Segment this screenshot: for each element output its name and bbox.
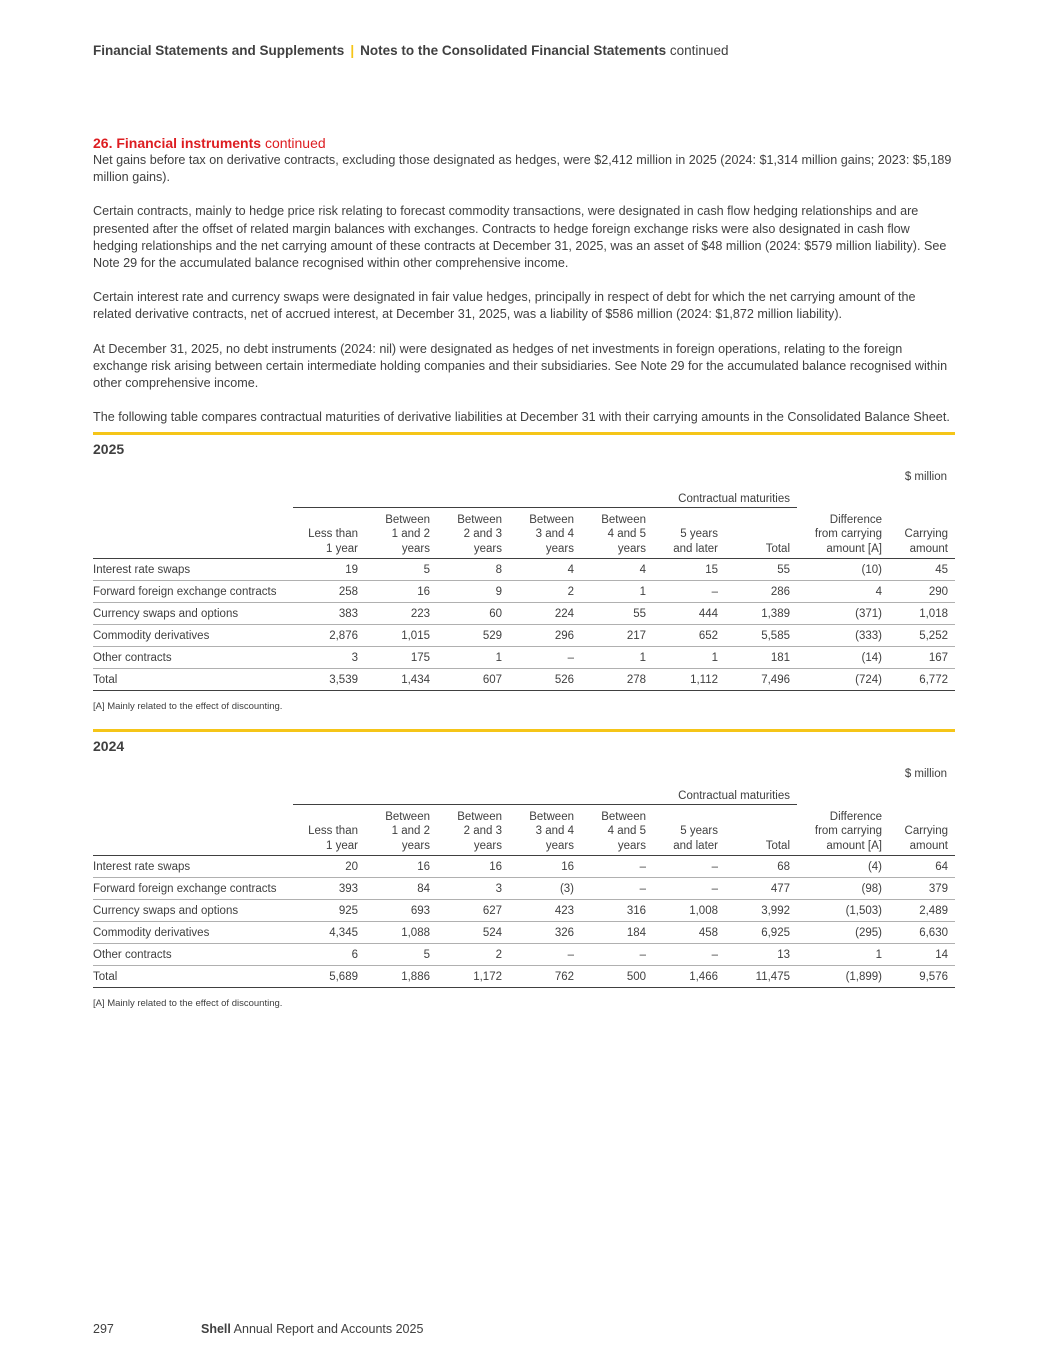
table-row [93, 559, 955, 581]
table-cell: 16 [437, 856, 509, 878]
table-cell: 379 [889, 878, 955, 900]
row-label: Interest rate swaps [93, 856, 293, 878]
table-cell: 477 [725, 878, 797, 900]
table-cell: 529 [437, 625, 509, 647]
table-cell: 184 [581, 922, 653, 944]
column-header: Less than 1 year [293, 805, 365, 856]
group-header-spacer [797, 487, 955, 508]
table-cell: (4) [797, 856, 889, 878]
table-cell: 458 [653, 922, 725, 944]
table-cell: 2 [509, 581, 581, 603]
table-cell: 4,345 [293, 922, 365, 944]
table-cell: 326 [509, 922, 581, 944]
table-cell: 1,172 [437, 966, 509, 988]
table-cell: 290 [889, 581, 955, 603]
table-cell: 278 [581, 669, 653, 691]
group-header-contractual-maturities: Contractual maturities [293, 487, 797, 508]
table-cell: (371) [797, 603, 889, 625]
table-cell: 16 [365, 856, 437, 878]
table-cell: 2 [437, 944, 509, 966]
table-cell: 3 [293, 647, 365, 669]
table-cell: 13 [725, 944, 797, 966]
table-cell: 167 [889, 647, 955, 669]
table-cell: 5 [365, 944, 437, 966]
column-header: Carrying amount [889, 805, 955, 856]
table-cell: 1,389 [725, 603, 797, 625]
table-cell: 60 [437, 603, 509, 625]
table-cell: 8 [437, 559, 509, 581]
table-cell: 652 [653, 625, 725, 647]
table-block-2024 [93, 729, 955, 1020]
table-cell: 1 [797, 944, 889, 966]
table-year-title: 2024 [93, 738, 125, 755]
table-cell: 4 [797, 581, 889, 603]
column-header: Between 4 and 5 years [581, 508, 653, 559]
table-cell: 1,088 [365, 922, 437, 944]
table-unit: $ million [904, 768, 947, 781]
table-cell: 526 [509, 669, 581, 691]
column-header: Carrying amount [889, 508, 955, 559]
column-header: Between 4 and 5 years [581, 805, 653, 856]
table-cell: 6 [293, 944, 365, 966]
column-header-blank [93, 508, 293, 559]
column-header: 5 years and later [653, 805, 725, 856]
paragraph-table-intro: The following table compares contractual maturities of derivative liabilities at December 31 with their carrying amounts in the Consolidated Balance Sheet. [93, 410, 950, 425]
table-total-row [93, 669, 955, 691]
column-header-blank [93, 805, 293, 856]
table-cell: 1,886 [365, 966, 437, 988]
table-cell: (14) [797, 647, 889, 669]
row-label: Total [93, 669, 293, 691]
table-cell: 3 [437, 878, 509, 900]
table-cell: 6,925 [725, 922, 797, 944]
table-cell: 423 [509, 900, 581, 922]
column-header: Between 3 and 4 years [509, 805, 581, 856]
table-cell: 258 [293, 581, 365, 603]
header-separator: | [350, 43, 355, 58]
maturity-table [93, 487, 955, 691]
column-header: Between 1 and 2 years [365, 805, 437, 856]
table-cell: 1 [581, 581, 653, 603]
footer-publication: Annual Report and Accounts 2025 [233, 1322, 424, 1336]
table-cell: – [509, 944, 581, 966]
header-subsection: Notes to the Consolidated Financial Statements [360, 43, 667, 58]
row-label: Interest rate swaps [93, 559, 293, 581]
table-cell: 20 [293, 856, 365, 878]
column-header: 5 years and later [653, 508, 725, 559]
table-cell: 15 [653, 559, 725, 581]
table-cell: 607 [437, 669, 509, 691]
table-cell: 2,876 [293, 625, 365, 647]
table-cell: 175 [365, 647, 437, 669]
table-row [93, 856, 955, 878]
table-cell: 296 [509, 625, 581, 647]
table-cell: 627 [437, 900, 509, 922]
table-cell: – [509, 647, 581, 669]
table-cell: (3) [509, 878, 581, 900]
group-header-blank [93, 784, 293, 805]
table-cell: 16 [365, 581, 437, 603]
header-section: Financial Statements and Supplements [93, 43, 345, 58]
table-cell: 3,539 [293, 669, 365, 691]
row-label: Commodity derivatives [93, 922, 293, 944]
table-cell: (724) [797, 669, 889, 691]
row-label: Commodity derivatives [93, 625, 293, 647]
table-cell: 9 [437, 581, 509, 603]
row-label: Currency swaps and options [93, 603, 293, 625]
table-cell: 286 [725, 581, 797, 603]
table-cell: – [581, 944, 653, 966]
table-cell: 444 [653, 603, 725, 625]
column-header: Less than 1 year [293, 508, 365, 559]
row-label: Forward foreign exchange contracts [93, 581, 293, 603]
table-cell: 16 [509, 856, 581, 878]
column-header: Difference from carrying amount [A] [797, 508, 889, 559]
table-cell: 1 [653, 647, 725, 669]
table-cell: 925 [293, 900, 365, 922]
paragraph-fair-value-hedges: Certain interest rate and currency swaps were designated in fair value hedges, principally in respect of debt for which the net carrying amount of the related derivative contracts, net of accrued interest, at December 31, 2025, was a liability of $586 million (2024: $1,872 million liability). [93, 290, 916, 322]
table-cell: 316 [581, 900, 653, 922]
paragraph-cash-flow-hedges: Certain contracts, mainly to hedge price risk relating to forecast commodity transactions, were designated in cash flow hedging relationships and are presented after the offset of related margin balances with exchanges. Contracts to hedge foreign exchange risks were also designated in cash flow hedging relationships and the net carrying amount of these contracts at December 31, 2025, was an asset of $48 million (2024: $579 million liability). See Note 29 for the accumulated balance recognised within other comprehensive income. [93, 204, 947, 271]
table-cell: 5,689 [293, 966, 365, 988]
table-footnote: [A] Mainly related to the effect of discounting. [93, 701, 283, 713]
table-row [93, 944, 955, 966]
table-cell: (295) [797, 922, 889, 944]
group-header-blank [93, 487, 293, 508]
table-row [93, 878, 955, 900]
group-header-contractual-maturities: Contractual maturities [293, 784, 797, 805]
paragraph-net-investment-hedges: At December 31, 2025, no debt instruments (2024: nil) were designated as hedges of net investments in foreign operations, relating to the foreign exchange risk arising between certain intermediate holding companies and their subsidiaries. See Note 29 for the accumulated balance recognised within other comprehensive income. [93, 341, 948, 391]
group-header-spacer [797, 784, 955, 805]
table-row [93, 625, 955, 647]
table-cell: 524 [437, 922, 509, 944]
column-header: Between 1 and 2 years [365, 508, 437, 559]
table-cell: 5,252 [889, 625, 955, 647]
note-content [93, 135, 955, 1020]
table-cell: 45 [889, 559, 955, 581]
table-cell: 19 [293, 559, 365, 581]
header-continued: continued [669, 43, 729, 58]
table-cell: 14 [889, 944, 955, 966]
row-label: Total [93, 966, 293, 988]
table-cell: 762 [509, 966, 581, 988]
maturity-tables [93, 432, 955, 1020]
column-header: Between 3 and 4 years [509, 508, 581, 559]
table-cell: 9,576 [889, 966, 955, 988]
table-cell: 11,475 [725, 966, 797, 988]
column-header: Between 2 and 3 years [437, 508, 509, 559]
table-cell: (333) [797, 625, 889, 647]
table-cell: 55 [581, 603, 653, 625]
row-label: Forward foreign exchange contracts [93, 878, 293, 900]
table-cell: 1,018 [889, 603, 955, 625]
table-cell: 1,112 [653, 669, 725, 691]
table-year-title: 2025 [93, 441, 125, 458]
table-cell: 7,496 [725, 669, 797, 691]
note-number-title: 26. Financial instruments [93, 135, 262, 151]
page-footer [93, 1322, 423, 1336]
table-cell: 6,630 [889, 922, 955, 944]
table-cell: 1 [581, 647, 653, 669]
table-cell: 223 [365, 603, 437, 625]
table-cell: – [653, 581, 725, 603]
table-block-2025 [93, 432, 955, 723]
page-header [93, 43, 728, 58]
table-cell: 224 [509, 603, 581, 625]
table-cell: 84 [365, 878, 437, 900]
table-cell: (1,899) [797, 966, 889, 988]
column-header: Between 2 and 3 years [437, 805, 509, 856]
table-unit: $ million [904, 471, 947, 484]
table-cell: 6,772 [889, 669, 955, 691]
note-continued: continued [264, 135, 326, 151]
table-cell: (1,503) [797, 900, 889, 922]
table-row [93, 603, 955, 625]
table-cell: – [581, 856, 653, 878]
table-cell: 383 [293, 603, 365, 625]
table-cell: 64 [889, 856, 955, 878]
table-cell: (98) [797, 878, 889, 900]
table-cell: – [653, 878, 725, 900]
table-row [93, 581, 955, 603]
table-cell: 4 [509, 559, 581, 581]
table-cell: 5 [365, 559, 437, 581]
table-cell: 1,434 [365, 669, 437, 691]
maturity-table [93, 784, 955, 988]
table-row [93, 922, 955, 944]
column-header: Difference from carrying amount [A] [797, 805, 889, 856]
table-cell: (10) [797, 559, 889, 581]
table-cell: 181 [725, 647, 797, 669]
table-cell: – [581, 878, 653, 900]
table-cell: 1,466 [653, 966, 725, 988]
column-header: Total [725, 508, 797, 559]
table-cell: 393 [293, 878, 365, 900]
table-total-row [93, 966, 955, 988]
table-cell: – [653, 944, 725, 966]
table-cell: 217 [581, 625, 653, 647]
page-number: 297 [93, 1322, 114, 1336]
row-label: Other contracts [93, 647, 293, 669]
note-title [93, 135, 955, 152]
table-cell: 1,008 [653, 900, 725, 922]
table-row [93, 900, 955, 922]
paragraph-derivative-gains: Net gains before tax on derivative contracts, excluding those designated as hedges, were $2,412 million in 2025 (2024: $1,314 million gains; 2023: $5,189 million gains). [93, 153, 952, 185]
table-cell: 4 [581, 559, 653, 581]
row-label: Other contracts [93, 944, 293, 966]
table-cell: 1,015 [365, 625, 437, 647]
column-header: Total [725, 805, 797, 856]
row-label: Currency swaps and options [93, 900, 293, 922]
table-cell: 693 [365, 900, 437, 922]
table-cell: 68 [725, 856, 797, 878]
table-cell: 3,992 [725, 900, 797, 922]
table-cell: 500 [581, 966, 653, 988]
table-cell: 5,585 [725, 625, 797, 647]
table-cell: 55 [725, 559, 797, 581]
table-footnote: [A] Mainly related to the effect of discounting. [93, 998, 283, 1010]
table-cell: – [653, 856, 725, 878]
table-cell: 1 [437, 647, 509, 669]
table-cell: 2,489 [889, 900, 955, 922]
footer-brand: Shell [201, 1322, 231, 1336]
table-row [93, 647, 955, 669]
